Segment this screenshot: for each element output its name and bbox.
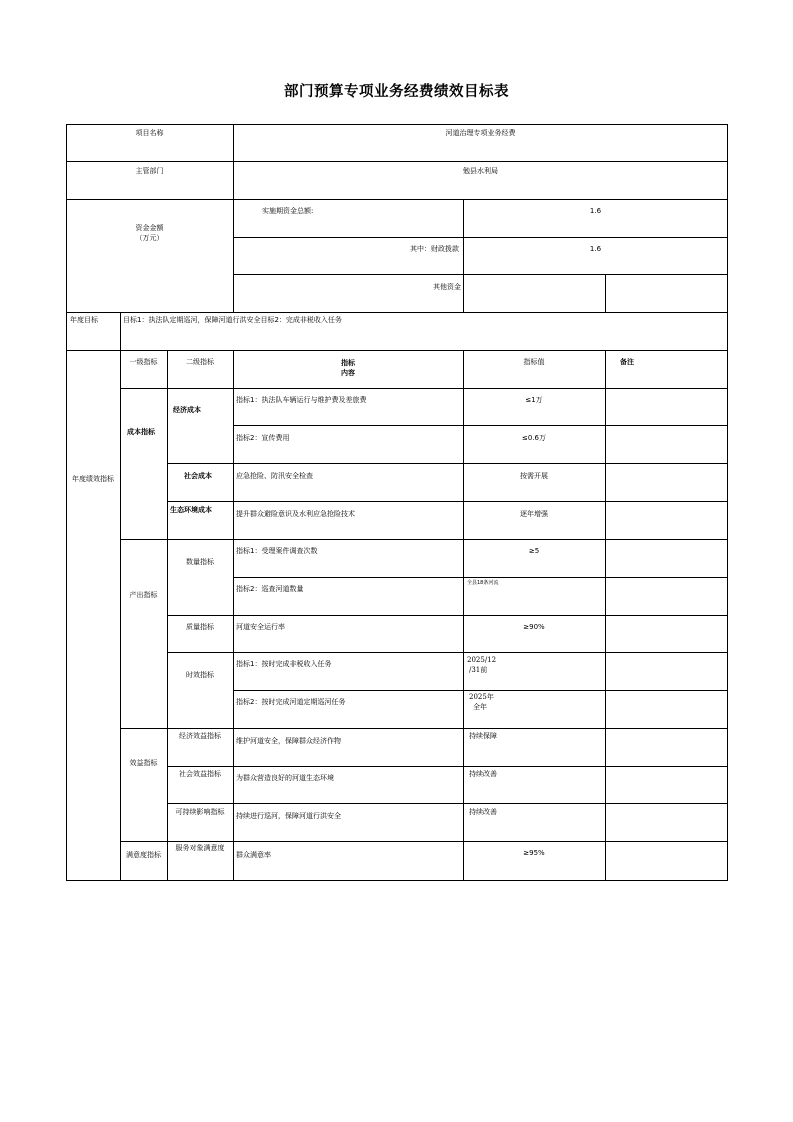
timeliness-row1-value-line1: 2025/12 — [467, 656, 497, 664]
quality-value: ≥90% — [523, 623, 545, 631]
timeliness-row1-content: 指标1：按时完成非税收入任务 — [236, 660, 332, 668]
output-indicator-label: 产出指标 — [129, 591, 158, 599]
funds-fiscal-label: 其中：财政拨款 — [410, 245, 459, 253]
quality-content: 河道安全运行率 — [236, 623, 285, 631]
quantity-row2-value: 全县18条河流 — [467, 580, 499, 586]
sustainable-benefit-value: 持续改善 — [469, 808, 497, 816]
eco-cost-label: 生态环境成本 — [170, 506, 212, 514]
sustainable-benefit-content: 持续进行巡河，保障河道行洪安全 — [236, 812, 341, 820]
funds-label-line1: 资金金额 — [135, 224, 164, 232]
social-benefit-label: 社会效益指标 — [179, 770, 221, 778]
quality-indicator-label: 质量指标 — [186, 623, 214, 631]
funds-total-value: 1.6 — [589, 207, 602, 215]
social-cost-content: 应急抢险、防汛安全检查 — [236, 472, 313, 480]
cost-indicator-label: 成本指标 — [127, 428, 155, 436]
quantity-indicator-label: 数量指标 — [186, 558, 214, 566]
timeliness-row2-value-line2: 全年 — [473, 703, 487, 711]
economic-cost-row2-content: 指标2：宣传费用 — [236, 434, 290, 442]
quantity-row1-value: ≥5 — [528, 547, 540, 555]
economic-cost-row1-content: 指标1：执法队车辆运行与维护费及差旅费 — [236, 396, 367, 404]
economic-cost-row1-value: ≤1万 — [525, 396, 543, 404]
header-value: 指标值 — [523, 358, 545, 366]
eco-cost-content: 提升群众避险意识及水利应急抢险技术 — [236, 510, 355, 518]
header-content-line1: 指标 — [341, 359, 355, 367]
header-remark: 备注 — [620, 358, 634, 366]
economic-cost-row2-value: ≤0.6万 — [522, 434, 546, 442]
social-benefit-content: 为群众营造良好的河道生态环境 — [236, 774, 334, 782]
satisfaction-value: ≥95% — [523, 849, 545, 857]
quantity-row2-content: 指标2：巡查河道数量 — [236, 585, 304, 593]
eco-cost-value: 逐年增强 — [520, 510, 548, 518]
satisfaction-sub-label: 服务对象满意度 — [175, 844, 225, 852]
economic-benefit-content: 维护河道安全，保障群众经济作物 — [236, 737, 341, 745]
economic-benefit-label: 经济效益指标 — [179, 732, 221, 740]
economic-cost-label: 经济成本 — [173, 406, 201, 414]
timeliness-row1-value-line2: /31前 — [469, 666, 488, 674]
quantity-row1-content: 指标1：受理案件调查次数 — [236, 547, 318, 555]
timeliness-row2-value-line1: 2025年 — [469, 693, 494, 701]
satisfaction-indicator-label: 满意度指标 — [126, 851, 161, 859]
annual-goal-label: 年度目标 — [70, 316, 98, 324]
page-title: 部门预算专项业务经费绩效目标表 — [284, 84, 509, 100]
funds-label-line2: （万元） — [135, 234, 164, 242]
social-benefit-value: 持续改善 — [469, 770, 497, 778]
timeliness-indicator-label: 时效指标 — [186, 671, 214, 679]
header-content-line2: 内容 — [341, 369, 355, 377]
department-value: 勉县水利局 — [463, 167, 498, 175]
social-cost-label: 社会成本 — [184, 472, 212, 480]
funds-other-label: 其他资金 — [433, 283, 461, 291]
annual-indicators-label: 年度绩效指标 — [72, 475, 114, 483]
sustainable-benefit-label: 可持续影响指标 — [175, 808, 225, 816]
funds-total-label: 实施期资金总额: — [262, 207, 314, 215]
project-name-value: 河道治理专项业务经费 — [445, 129, 516, 137]
funds-fiscal-value: 1.6 — [589, 245, 602, 253]
project-name-label: 项目名称 — [135, 129, 164, 137]
annual-goal-value: 目标1：执法队定期巡河，保障河道行洪安全目标2：完成非税收入任务 — [123, 316, 342, 324]
satisfaction-content: 群众满意率 — [236, 851, 271, 859]
benefit-indicator-label: 效益指标 — [129, 759, 158, 767]
header-level1: 一级指标 — [129, 358, 158, 366]
timeliness-row2-content: 指标2：按时完成河道定期巡河任务 — [236, 698, 346, 706]
social-cost-value: 按需开展 — [520, 472, 548, 480]
header-level2: 二级指标 — [186, 358, 214, 366]
department-label: 主管部门 — [135, 167, 164, 175]
economic-benefit-value: 持续保障 — [469, 732, 497, 740]
